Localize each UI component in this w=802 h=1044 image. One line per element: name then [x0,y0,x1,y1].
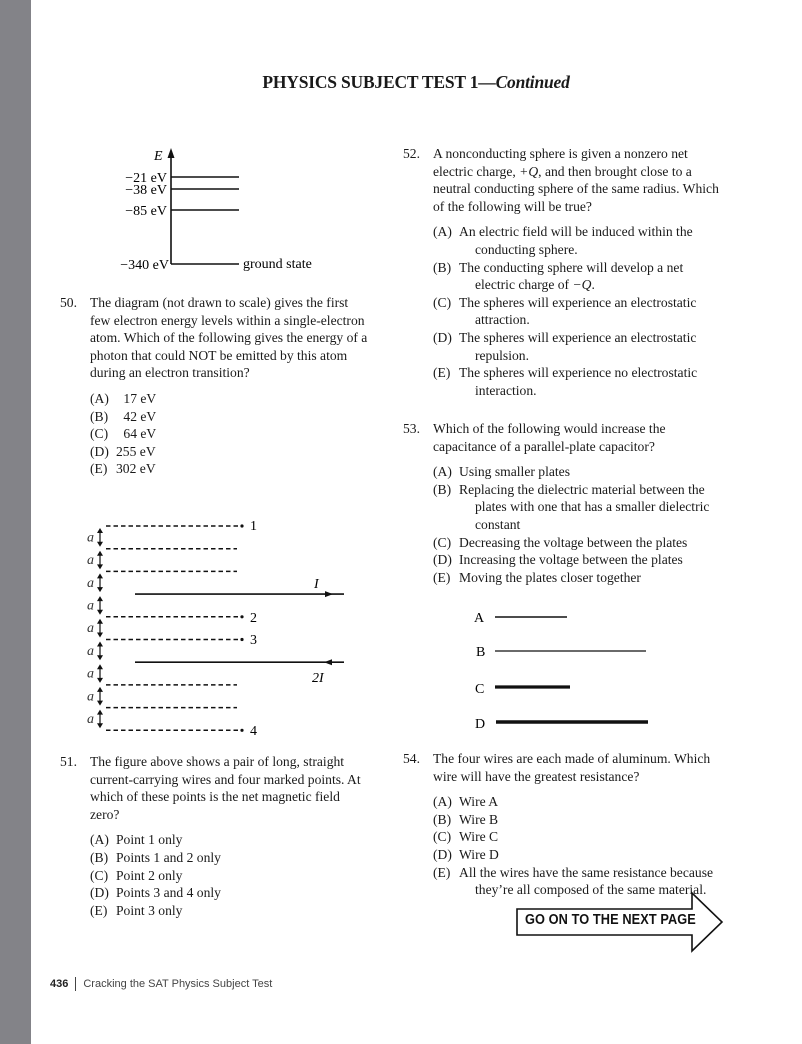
point-label-4: 4 [250,724,257,739]
book-title: Cracking the SAT Physics Subject Test [83,977,273,990]
point-label-2: 2 [250,611,257,626]
spacing-arrowhead [97,528,103,533]
spacing-label: a [87,666,94,682]
ground-state-label: ground state [243,257,312,272]
answer-option[interactable]: (C) Decreasing the voltage between the plates [433,534,688,550]
wire-label-d: D [475,717,486,730]
spacing-arrowhead [97,596,103,601]
wire-current-label-bottom: 2I [312,671,324,686]
spacing-arrowhead [97,701,103,706]
answer-option[interactable]: (B) The conducting sphere will develop a net electric charge of −Q. [433,259,684,293]
answer-option[interactable]: (B) Replacing the dielectric material between the plates with one that has a smaller dielectric constant [433,481,710,532]
spacing-arrowhead [97,633,103,638]
answer-option[interactable]: (D) Wire D [433,846,499,862]
answer-option[interactable]: (D) Points 3 and 4 only [90,885,221,901]
current-direction-arrow-icon [324,659,332,665]
spacing-arrowhead [97,610,103,615]
question-stem: The figure above shows a pair of long, straight current-carrying wires and four marked points. At which of these points is the net magnetic field zero? [90,754,361,822]
answer-option[interactable]: (A) Wire A [433,794,499,810]
question-stem: The four wires are each made of aluminum. Which wire will have the greatest resistance? [433,751,711,784]
question-51 [60,753,370,919]
charge-symbol: −Q [572,277,592,293]
energy-level-diagram [100,140,340,280]
page-title [0,72,802,93]
question-number: 52. [403,146,420,161]
question-number: 53. [403,421,420,436]
current-direction-arrow-icon [325,591,333,597]
page-footer [50,977,272,991]
answer-options [403,223,725,399]
answer-options [403,793,725,899]
answer-option[interactable]: (E) The spheres will experience no electrostatic interaction. [433,365,698,398]
title-continued: Continued [495,72,570,92]
answer-options [403,463,725,586]
spacing-arrowhead [97,551,103,556]
wire-current-label-top: I [314,577,319,592]
spacing-arrowhead [97,687,103,692]
spacing-label: a [87,689,94,705]
answer-option[interactable]: (E) 302 eV [90,461,156,477]
charge-symbol: +Q [519,163,539,179]
spacing-arrowhead [97,642,103,647]
spacing-arrowhead [97,564,103,569]
spacing-arrowhead [97,723,103,728]
answer-option[interactable]: (B) 42 eV [90,408,157,424]
energy-axis-label: E [154,149,163,164]
answer-option[interactable]: (D) 255 eV [90,443,156,459]
energy-level-label: −38 eV [125,183,167,198]
question-stem: Which of the following would increase the capacitance of a parallel-plate capacitor? [433,421,666,454]
answer-option[interactable]: (B) Points 1 and 2 only [90,849,221,865]
answer-option[interactable]: (A) 17 eV [90,390,157,406]
question-52 [403,145,725,399]
wire-label-b: B [476,645,486,660]
answer-options [60,390,370,478]
spacing-arrowhead [97,587,103,592]
spacing-label: a [87,553,94,569]
answer-option[interactable]: (A) Point 1 only [90,832,183,848]
question-50 [60,294,370,478]
question-number: 51. [60,754,77,769]
spacing-arrowhead [97,619,103,624]
answer-options [60,831,370,919]
spacing-arrowhead [97,655,103,660]
energy-axis-arrow [168,148,175,158]
title-main: PHYSICS SUBJECT TEST 1 [262,72,479,92]
answer-option[interactable]: (D) The spheres will experience an electrostatic repulsion. [433,329,697,363]
answer-option[interactable]: (C) The spheres will experience an electrostatic attraction. [433,294,697,328]
point-label-3: 3 [250,633,257,648]
footer-divider [75,977,76,991]
energy-level-label: −85 eV [125,204,167,219]
spacing-arrowhead [97,542,103,547]
answer-option[interactable]: (B) Wire B [433,811,499,827]
question-53 [403,420,725,586]
point-label-1: 1 [250,519,257,534]
answer-option[interactable]: (E) Moving the plates closer together [433,569,641,585]
spacing-label: a [87,621,94,637]
question-54 [403,750,725,899]
spacing-label: a [87,598,94,614]
answer-option[interactable]: (C) Wire C [433,829,499,845]
answer-option[interactable]: (C) Point 2 only [90,867,183,883]
spacing-label: a [87,643,94,659]
spacing-arrowhead [97,573,103,578]
question-stem: A nonconducting sphere is given a nonzero net electric charge, [433,146,688,179]
answer-option[interactable]: (E) Point 3 only [90,902,183,918]
spacing-arrowhead [97,678,103,683]
spacing-label: a [87,575,94,591]
question-number: 54. [403,751,420,766]
question-stem: The diagram (not drawn to scale) gives the first few electron energy levels within a single-electron atom. Which of the following gives the energy of a photon that could NOT be emitted by this atom during an electron transition? [90,295,368,381]
spacing-arrowhead [97,710,103,715]
wire-diagram [80,512,370,742]
answer-option[interactable]: (A) Using smaller plates [433,464,570,480]
wire-label-c: C [475,682,485,697]
answer-option[interactable]: (D) Increasing the voltage between the plates [433,552,683,568]
answer-option[interactable]: (A) An electric field will be induced within the conducting sphere. [433,224,693,257]
energy-level-label: −340 eV [120,258,169,273]
answer-option[interactable]: (E) All the wires have the same resistance because they’re all composed of the same material. [433,864,714,898]
resistance-wires-diagram [470,605,660,730]
marked-point [240,615,243,618]
spacing-label: a [87,711,94,727]
next-page-label[interactable]: GO ON TO THE NEXT PAGE [525,912,696,928]
question-stem-cont: , and then brought close to a neutral conducting sphere of the same radius. Which of the following will be true? [433,163,719,214]
page-number: 436 [50,977,69,990]
marked-point [240,524,243,527]
spacing-label: a [87,530,94,546]
title-dash: — [478,72,496,92]
question-number: 50. [60,295,77,310]
wire-label-a: A [474,611,485,626]
energy-level-label: −21 eV [125,171,167,186]
marked-point [240,638,243,641]
answer-option[interactable]: (C) 64 eV [90,426,157,442]
page-edge-bar [0,0,31,1044]
spacing-arrowhead [97,664,103,669]
marked-point [240,729,243,732]
